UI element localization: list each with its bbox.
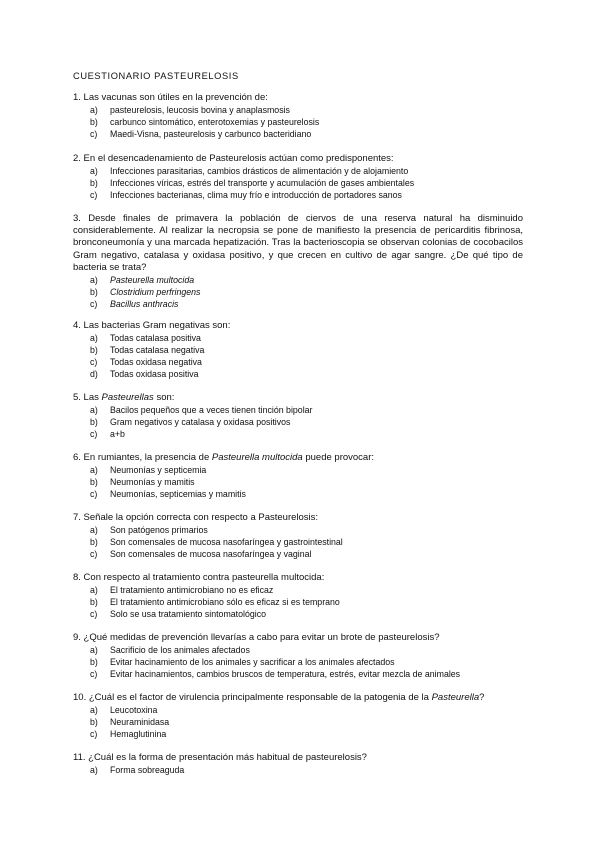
option-b	[73, 116, 523, 128]
option-text: carbunco sintomático, enterotoxemias y pasteurelosis	[110, 117, 320, 128]
option-text: Evitar hacinamiento de los animales y sacrificar a los animales afectados	[110, 657, 395, 668]
question-7	[73, 512, 523, 560]
question-text-end: puede provocar:	[302, 452, 375, 463]
option-a	[73, 404, 523, 416]
question-text	[73, 392, 523, 404]
option-text: Son comensales de mucosa nasofaríngea y vaginal	[110, 549, 312, 560]
question-text-start: 10. ¿Cuál es el factor de virulencia principalmente responsable de la patogenia de la	[73, 692, 432, 703]
option-b	[73, 716, 523, 728]
question-9	[73, 632, 523, 680]
option-text: El tratamiento antimicrobiano sólo es eficaz si es temprano	[110, 597, 340, 608]
option-text: Todas catalasa negativa	[110, 345, 205, 356]
question-text: 1. Las vacunas son útiles en la prevención de:	[73, 92, 268, 103]
option-c	[73, 668, 523, 680]
option-a	[73, 332, 523, 344]
option-b	[73, 596, 523, 608]
option-letter: c)	[90, 489, 98, 500]
question-text-end: son:	[153, 392, 175, 403]
option-a	[73, 764, 523, 776]
document-title: CUESTIONARIO PASTEURELOSIS	[73, 71, 239, 81]
option-a	[73, 584, 523, 596]
option-letter: c)	[90, 429, 98, 440]
option-letter: b)	[90, 537, 98, 548]
option-c	[73, 128, 523, 140]
option-list	[73, 464, 523, 500]
option-letter: a)	[90, 705, 98, 716]
question-text	[73, 452, 523, 464]
option-text: Sacrificio de los animales afectados	[110, 645, 250, 656]
question-text	[73, 692, 523, 704]
question-text-start: 5. Las	[73, 392, 102, 403]
option-list	[73, 274, 523, 310]
option-list	[73, 584, 523, 620]
option-letter: a)	[90, 166, 98, 177]
option-letter: b)	[90, 287, 98, 298]
option-text: Todas catalasa positiva	[110, 333, 201, 344]
option-b	[73, 656, 523, 668]
option-letter: a)	[90, 765, 98, 776]
question-10	[73, 692, 523, 740]
option-letter: c)	[90, 549, 98, 560]
option-text: Hemaglutinina	[110, 729, 167, 740]
option-letter: b)	[90, 657, 98, 668]
option-letter: b)	[90, 178, 98, 189]
option-text: a+b	[110, 429, 125, 440]
option-letter: a)	[90, 105, 98, 116]
question-6	[73, 452, 523, 500]
option-text: Todas oxidasa positiva	[110, 369, 199, 380]
option-b	[73, 286, 523, 298]
option-letter: c)	[90, 190, 98, 201]
option-list	[73, 404, 523, 440]
option-a	[73, 704, 523, 716]
question-11	[73, 752, 523, 776]
option-text: Neumonías, septicemias y mamitis	[110, 489, 246, 500]
option-text: Pasteurella multocida	[110, 275, 195, 286]
question-2	[73, 153, 523, 201]
option-a	[73, 165, 523, 177]
question-text: 2. En el desencadenamiento de Pasteurelosis actúan como predisponentes:	[73, 153, 394, 164]
question-text: 4. Las bacterias Gram negativas son:	[73, 320, 231, 331]
question-5	[73, 392, 523, 440]
option-text: Infecciones parasitarias, cambios drásticos de alimentación y de alojamiento	[110, 166, 409, 177]
option-text: Evitar hacinamientos, cambios bruscos de temperatura, estrés, evitar mezcla de animales	[110, 669, 461, 680]
option-text: Son patógenos primarios	[110, 525, 208, 536]
question-text-emphasis: Pasteurella multocida	[211, 452, 303, 463]
option-letter: c)	[90, 669, 98, 680]
option-list	[73, 332, 523, 380]
option-text: Neumonías y septicemia	[110, 465, 207, 476]
option-letter: b)	[90, 477, 98, 488]
option-text: Gram negativos y catalasa y oxidasa positivos	[110, 417, 291, 428]
option-letter: c)	[90, 129, 98, 140]
option-text: pasteurelosis, leucosis bovina y anaplasmosis	[110, 105, 290, 116]
option-b	[73, 344, 523, 356]
option-letter: b)	[90, 345, 98, 356]
option-letter: c)	[90, 299, 98, 310]
option-text: Bacilos pequeños que a veces tienen tinción bipolar	[110, 405, 313, 416]
option-letter: a)	[90, 405, 98, 416]
option-text: Son comensales de mucosa nasofaríngea y gastrointestinal	[110, 537, 343, 548]
option-letter: c)	[90, 729, 98, 740]
option-b	[73, 536, 523, 548]
option-text: Neuraminidasa	[110, 717, 170, 728]
option-list	[73, 165, 523, 201]
question-text: 11. ¿Cuál es la forma de presentación más habitual de pasteurelosis?	[73, 752, 367, 763]
option-a	[73, 644, 523, 656]
option-c	[73, 488, 523, 500]
question-text: 7. Señale la opción correcta con respecto a Pasteurelosis:	[73, 512, 319, 523]
option-letter: a)	[90, 333, 98, 344]
option-text: Solo se usa tratamiento sintomatológico	[110, 609, 266, 620]
option-c	[73, 356, 523, 368]
option-letter: b)	[90, 597, 98, 608]
option-letter: c)	[90, 357, 98, 368]
option-text: El tratamiento antimicrobiano no es eficaz	[110, 585, 274, 596]
option-list	[73, 104, 523, 140]
option-letter: a)	[90, 645, 98, 656]
question-text: 3. Desde finales de primavera la población de ciervos de una reserva natural ha disminuido considerablemente. Al realizar la necropsia se pone de manifiesto la presencia de pericarditis fibrinosa, bronconeumonía y una marcada hepatización. Tras la bacterioscopia se observan colonias de cocobacilos Gram negativo, catalasa y oxidasa positivo, y que crecen en cultivo de agar sangre. ¿De qué tipo de bacteria se trata?	[73, 213, 523, 273]
option-letter: b)	[90, 417, 98, 428]
option-text: Bacillus anthracis	[110, 299, 179, 310]
question-text-emphasis: Pasteurella	[431, 692, 480, 703]
question-1	[73, 92, 523, 140]
question-4	[73, 320, 523, 380]
option-letter: b)	[90, 117, 98, 128]
option-text: Neumonías y mamitis	[110, 477, 195, 488]
option-text: Forma sobreaguda	[110, 765, 185, 776]
option-b	[73, 476, 523, 488]
option-b	[73, 177, 523, 189]
option-c	[73, 548, 523, 560]
option-letter: d)	[90, 369, 98, 380]
option-a	[73, 274, 523, 286]
option-text: Infecciones bacterianas, clima muy frío e introducción de portadores sanos	[110, 190, 402, 201]
question-text-emphasis: Pasteurellas	[101, 392, 154, 403]
option-list	[73, 704, 523, 740]
option-text: Maedi-Visna, pasteurelosis y carbunco bacteridiano	[110, 129, 312, 140]
question-text-end: ?	[479, 692, 485, 703]
option-c	[73, 428, 523, 440]
option-c	[73, 298, 523, 310]
option-list	[73, 644, 523, 680]
option-a	[73, 524, 523, 536]
question-text: 9. ¿Qué medidas de prevención llevarías a cabo para evitar un brote de pasteurelosis?	[73, 632, 440, 643]
option-b	[73, 416, 523, 428]
option-text: Infecciones víricas, estrés del transporte y acumulación de gases ambientales	[110, 178, 415, 189]
option-letter: a)	[90, 275, 98, 286]
question-text-start: 6. En rumiantes, la presencia de	[73, 452, 212, 463]
option-list	[73, 764, 523, 776]
option-d	[73, 368, 523, 380]
option-c	[73, 728, 523, 740]
option-a	[73, 104, 523, 116]
option-text: Leucotoxina	[110, 705, 158, 716]
question-text: 8. Con respecto al tratamiento contra pasteurella multocida:	[73, 572, 325, 583]
question-3	[73, 213, 523, 310]
question-8	[73, 572, 523, 620]
option-c	[73, 608, 523, 620]
option-text: Clostridium perfringens	[110, 287, 201, 298]
option-text: Todas oxidasa negativa	[110, 357, 202, 368]
option-letter: a)	[90, 525, 98, 536]
option-list	[73, 524, 523, 560]
option-letter: b)	[90, 717, 98, 728]
option-letter: a)	[90, 585, 98, 596]
option-letter: a)	[90, 465, 98, 476]
option-letter: c)	[90, 609, 98, 620]
option-a	[73, 464, 523, 476]
option-c	[73, 189, 523, 201]
